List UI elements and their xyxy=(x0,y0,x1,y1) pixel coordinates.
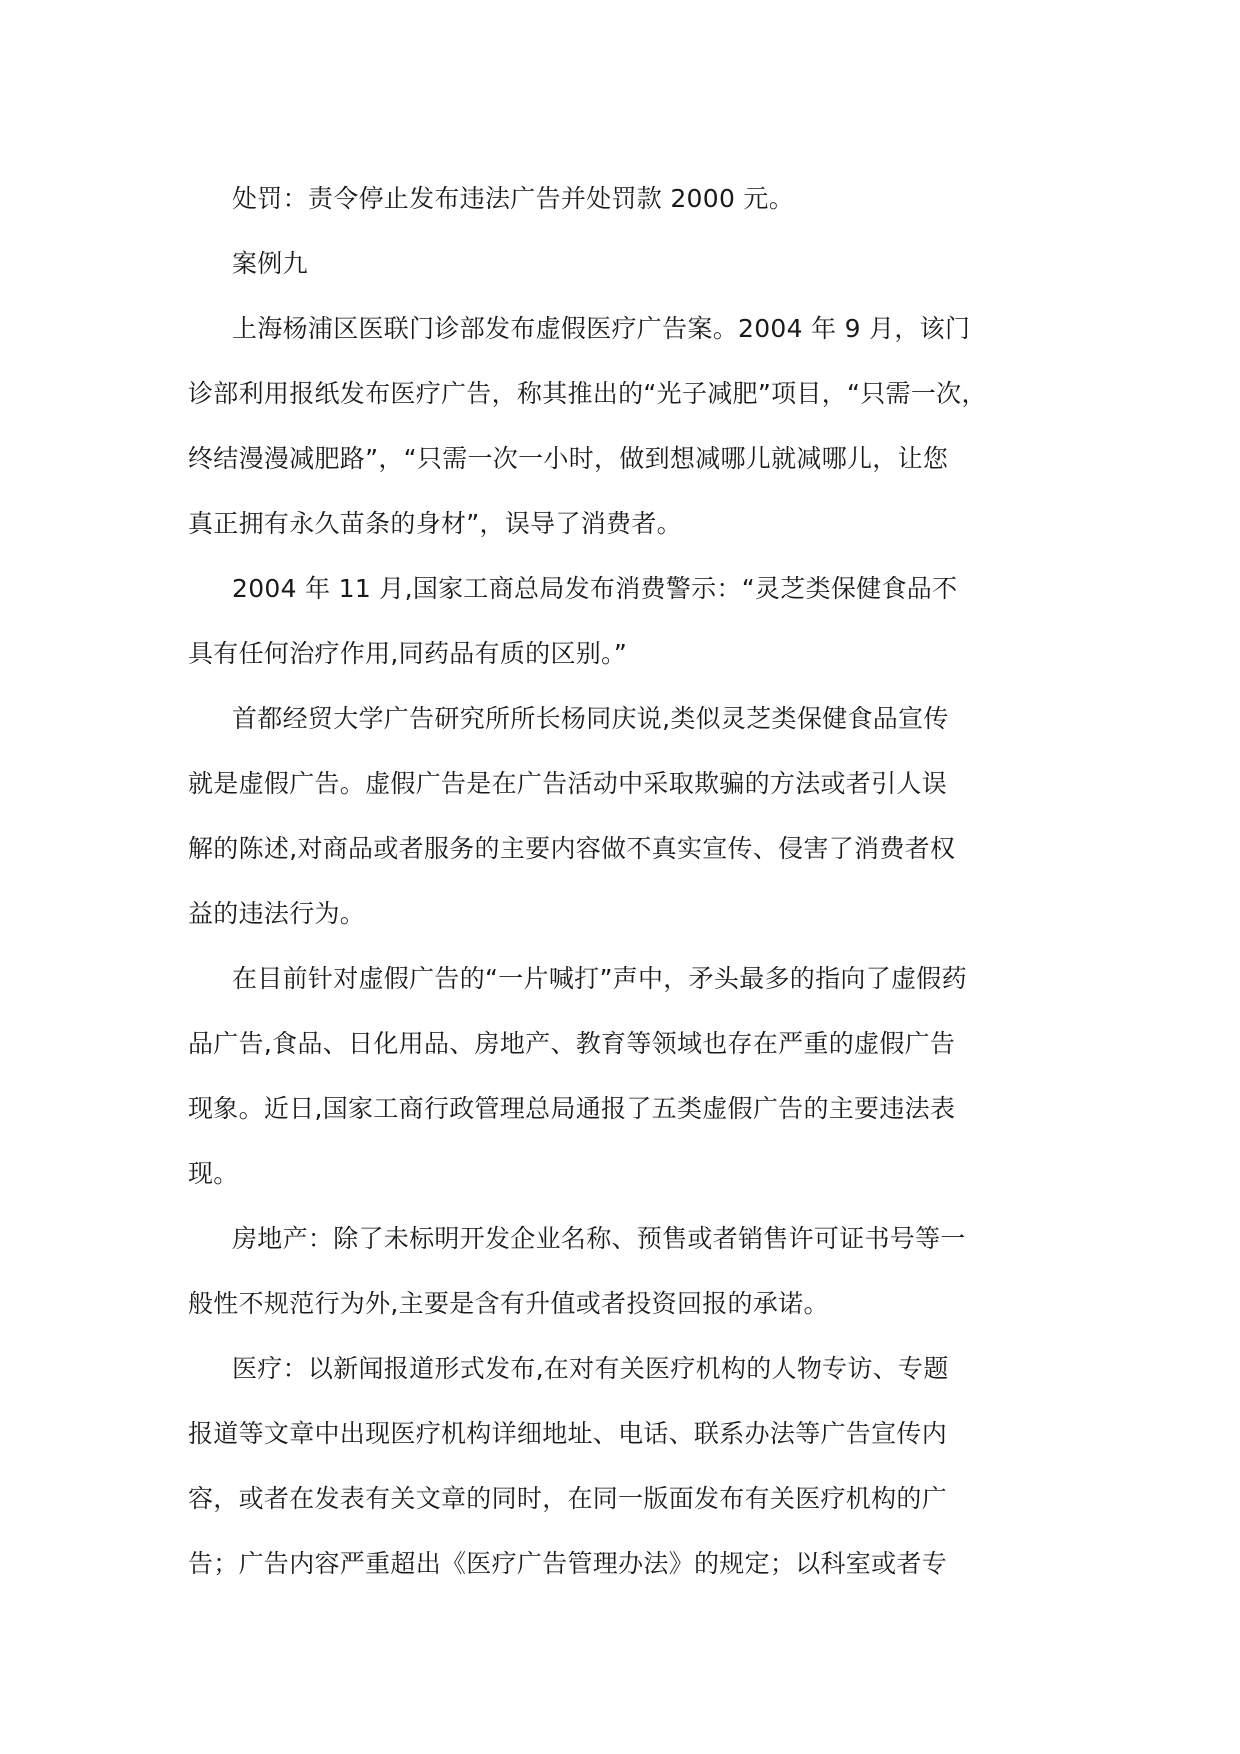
paragraph-case-nine-heading: 案例九 xyxy=(232,249,308,278)
paragraph-consumer-warning: 2004 年 11 月,国家工商总局发布消费警示：“灵芝类保健食品不 具有任何治疗作用,同药品有质的区别。” xyxy=(188,574,958,668)
paragraph-case-description: 上海杨浦区医联门诊部发布虚假医疗广告案。2004 年 9 月，该门 诊部利用报纸发布医疗广告，称其推出的“光子减肥”项目，“只需一次， 终结漫漫减肥路”，“只需一次一小时，做到想减哪儿就减哪儿，让您 真正拥有永久苗条的身材”，误导了消费者。 xyxy=(188,314,987,538)
document-body xyxy=(188,166,1068,1596)
paragraph-medical: 医疗：以新闻报道形式发布,在对有关医疗机构的人物专访、专题 报道等文章中出现医疗机构详细地址、电话、联系办法等广告宣传内 容，或者在发表有关文章的同时，在同一版面发布有关医疗机构的广 告；广告内容严重超出《医疗广告管理办法》的规定；以科室或者专 xyxy=(188,1354,949,1578)
paragraph-real-estate: 房地产：除了未标明开发企业名称、预售或者销售许可证书号等一 般性不规范行为外,主要是含有升值或者投资回报的承诺。 xyxy=(188,1224,966,1318)
paragraph-expert-comment: 首都经贸大学广告研究所所长杨同庆说,类似灵芝类保健食品宣传 就是虚假广告。虚假广告是在广告活动中采取欺骗的方法或者引人误 解的陈述,对商品或者服务的主要内容做不真实宣传、侵害了消费者权 益的违法行为。 xyxy=(188,704,956,928)
paragraph-penalty: 处罚：责令停止发布违法广告并处罚款 2000 元。 xyxy=(232,184,795,213)
paragraph-industry-overview: 在目前针对虚假广告的“一片喊打”声中，矛头最多的指向了虚假药 品广告,食品、日化用品、房地产、教育等领域也存在严重的虚假广告 现象。近日,国家工商行政管理总局通报了五类虚假广告的主要违法表 现。 xyxy=(188,964,967,1188)
